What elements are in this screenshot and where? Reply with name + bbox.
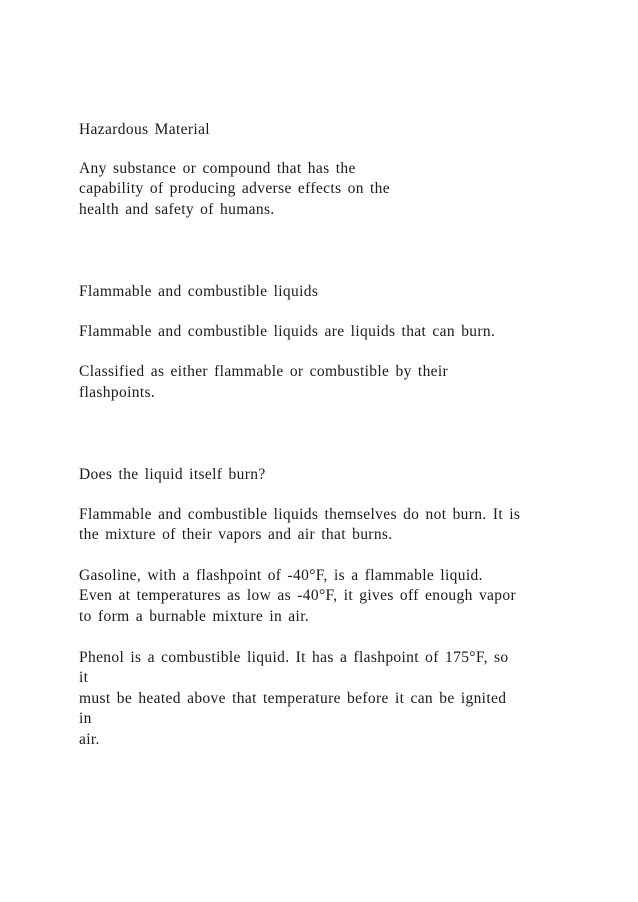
paragraph-line: must be heated above that temperature before it can be ignited bbox=[79, 690, 507, 707]
section-heading-hazardous-material: Hazardous Material bbox=[79, 121, 210, 138]
paragraph-line: air. bbox=[79, 731, 100, 748]
section-heading-flammable-liquids: Flammable and combustible liquids bbox=[79, 283, 319, 300]
paragraph-line: it bbox=[79, 669, 89, 686]
paragraph-line: Classified as either flammable or combustible by their bbox=[79, 363, 449, 380]
paragraph-line: Even at temperatures as low as -40°F, it gives off enough vapor bbox=[79, 587, 516, 604]
definition-line: Any substance or compound that has the bbox=[79, 160, 356, 177]
definition-line: health and safety of humans. bbox=[79, 201, 275, 218]
paragraph-line: Gasoline, with a flashpoint of -40°F, is a flammable liquid. bbox=[79, 567, 483, 584]
paragraph-line: in bbox=[79, 710, 92, 727]
paragraph-line: flashpoints. bbox=[79, 384, 156, 401]
definition-line: capability of producing adverse effects on the bbox=[79, 180, 391, 197]
paragraph-line: the mixture of their vapors and air that burns. bbox=[79, 526, 393, 543]
section-heading-does-liquid-burn: Does the liquid itself burn? bbox=[79, 466, 266, 483]
paragraph-line: Flammable and combustible liquids themselves do not burn. It is bbox=[79, 506, 521, 523]
paragraph-line: to form a burnable mixture in air. bbox=[79, 608, 310, 625]
paragraph-line: Flammable and combustible liquids are liquids that can burn. bbox=[79, 323, 496, 340]
paragraph-line: Phenol is a combustible liquid. It has a flashpoint of 175°F, so bbox=[79, 649, 509, 666]
